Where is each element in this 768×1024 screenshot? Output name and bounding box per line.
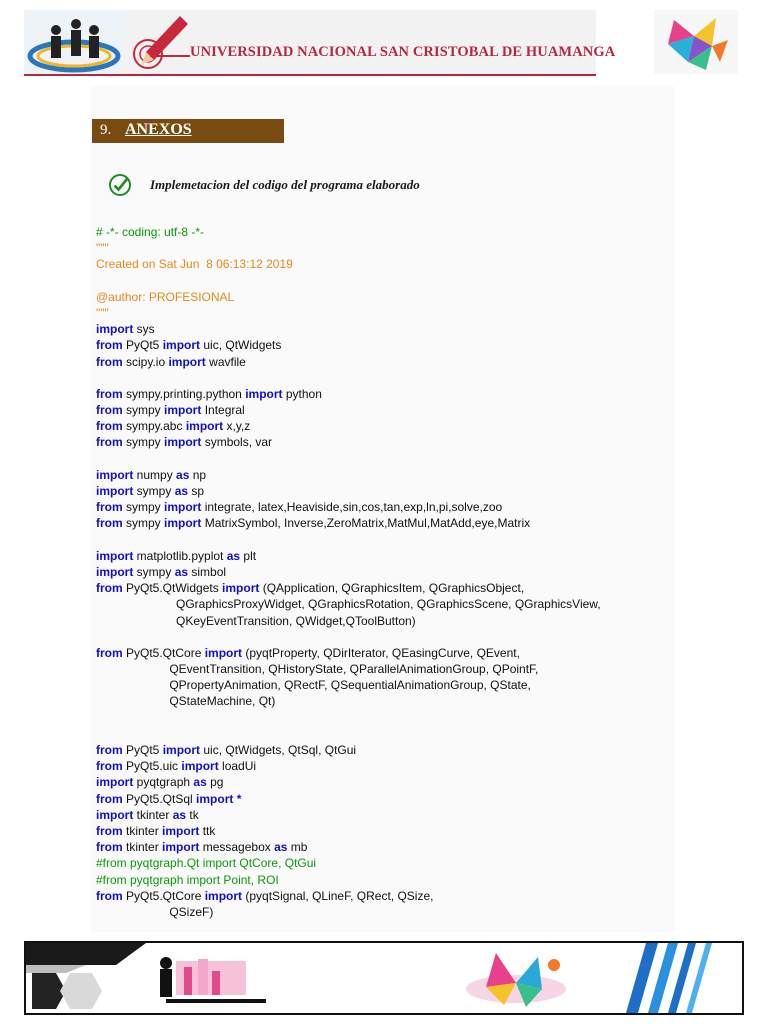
code-keyword: import bbox=[181, 759, 219, 774]
code-line bbox=[96, 370, 666, 386]
code-line bbox=[96, 256, 666, 272]
code-text: symbols, var bbox=[201, 435, 273, 450]
code-line bbox=[96, 580, 666, 596]
code-text: integrate, latex,Heaviside,sin,cos,tan,exp,ln,pi,solve,zoo bbox=[201, 500, 503, 515]
code-keyword: as bbox=[226, 548, 241, 563]
code-keyword: import bbox=[96, 548, 134, 563]
code-text: PyQt5.QtCore bbox=[122, 888, 205, 903]
code-text: Integral bbox=[201, 403, 245, 418]
code-line bbox=[96, 710, 666, 726]
section-heading bbox=[92, 119, 284, 143]
code-keyword: import bbox=[96, 564, 134, 579]
code-string: @author: PROFESIONAL bbox=[96, 289, 235, 304]
code-text: simbol bbox=[188, 564, 227, 579]
code-line bbox=[96, 758, 666, 774]
colorful-splash-graphic bbox=[446, 943, 586, 1013]
code-keyword: import bbox=[245, 386, 283, 401]
code-text: matplotlib.pyplot bbox=[133, 548, 227, 563]
subheading: Implemetacion del codigo del programa elaborado bbox=[150, 177, 420, 192]
pencil-logo-icon bbox=[128, 12, 198, 72]
code-line bbox=[96, 402, 666, 418]
code-text: python bbox=[282, 386, 322, 401]
code-keyword: import bbox=[204, 645, 243, 660]
code-string: Created on Sat Jun 8 06:13:12 2019 bbox=[96, 257, 293, 272]
check-circle-icon bbox=[108, 173, 132, 197]
code-line bbox=[96, 273, 666, 289]
code-text: sympy bbox=[133, 484, 175, 498]
urban-silhouette-graphic bbox=[146, 943, 286, 1013]
code-keyword: from bbox=[96, 759, 123, 774]
code-text: QPropertyAnimation, QRectF, QSequentialAnimationGroup, QState, bbox=[96, 678, 531, 693]
code-keyword: from bbox=[96, 581, 123, 596]
code-text: pg bbox=[206, 775, 224, 790]
blue-stripes-graphic bbox=[586, 943, 742, 1013]
code-keyword: import bbox=[164, 516, 202, 531]
code-line bbox=[96, 451, 666, 467]
code-line bbox=[96, 807, 666, 823]
business-people-globe-graphic bbox=[24, 10, 124, 74]
code-line bbox=[96, 855, 666, 871]
code-text: QGraphicsProxyWidget, QGraphicsRotation, QGraphicsScene, QGraphicsView, bbox=[96, 597, 601, 612]
code-keyword: from bbox=[96, 888, 123, 903]
code-keyword: from bbox=[96, 354, 123, 369]
code-keyword: import bbox=[164, 435, 202, 450]
code-comment: #from pyqtgraph.Qt import QtCore, QtGui bbox=[96, 856, 317, 871]
code-line bbox=[96, 321, 666, 337]
code-line bbox=[96, 726, 666, 742]
code-line bbox=[96, 483, 666, 499]
code-line bbox=[96, 418, 666, 434]
code-text: sp bbox=[188, 484, 205, 498]
colorful-origami-logo bbox=[654, 10, 738, 74]
code-text: messagebox bbox=[199, 840, 275, 855]
university-title: UNIVERSIDAD NACIONAL SAN CRISTOBAL DE HUAMANGA bbox=[190, 44, 616, 60]
code-text: mb bbox=[287, 840, 308, 855]
code-string: """ bbox=[96, 241, 109, 256]
code-text: tk bbox=[186, 807, 199, 822]
code-text: (QApplication, QGraphicsItem, QGraphicsObject, bbox=[259, 581, 525, 596]
code-line bbox=[96, 645, 666, 661]
code-line bbox=[96, 629, 666, 645]
code-line bbox=[96, 774, 666, 790]
code-string: """ bbox=[96, 305, 109, 320]
code-comment: # -*- coding: utf-8 -*- bbox=[96, 225, 205, 239]
code-line bbox=[96, 823, 666, 839]
code-text: sympy.abc bbox=[122, 419, 186, 434]
code-block bbox=[96, 224, 666, 920]
code-text: np bbox=[189, 467, 207, 482]
code-text: (pyqtProperty, QDirIterator, QEasingCurve, QEvent, bbox=[242, 645, 520, 660]
code-keyword: from bbox=[96, 791, 123, 806]
code-keyword: as bbox=[174, 484, 189, 498]
code-text: loadUi bbox=[218, 759, 257, 774]
code-line bbox=[96, 872, 666, 888]
code-keyword: from bbox=[96, 645, 123, 660]
code-text: sympy bbox=[122, 516, 165, 531]
code-text: wavfile bbox=[205, 354, 246, 369]
code-keyword: from bbox=[96, 338, 123, 353]
code-line bbox=[96, 904, 666, 920]
code-line bbox=[96, 532, 666, 548]
code-keyword: import bbox=[96, 484, 134, 498]
code-line bbox=[96, 596, 666, 612]
code-keyword: import bbox=[96, 775, 134, 790]
code-keyword: import bbox=[162, 823, 200, 838]
code-keyword: import bbox=[164, 500, 202, 515]
code-line bbox=[96, 289, 666, 305]
code-text: PyQt5.uic bbox=[122, 759, 182, 774]
code-keyword: import bbox=[168, 354, 206, 369]
code-line bbox=[96, 791, 666, 807]
code-keyword: from bbox=[96, 403, 123, 418]
code-text: sys bbox=[133, 322, 155, 337]
code-text: x,y,z bbox=[223, 419, 251, 434]
code-text: tkinter bbox=[133, 807, 173, 822]
code-text: QEventTransition, QHistoryState, QParallelAnimationGroup, QPointF, bbox=[96, 662, 539, 677]
code-line bbox=[96, 515, 666, 531]
code-keyword: import bbox=[196, 791, 234, 806]
code-keyword: import bbox=[222, 581, 260, 596]
page-footer bbox=[24, 941, 744, 1015]
code-text: scipy.io bbox=[122, 354, 169, 369]
section-title: ANEXOS bbox=[125, 121, 192, 138]
code-text: uic, QtWidgets bbox=[200, 338, 282, 353]
code-line bbox=[96, 337, 666, 353]
code-line bbox=[96, 888, 666, 904]
code-text: uic, QtWidgets, QtSql, QtGui bbox=[200, 743, 357, 757]
code-comment: #from pyqtgraph import Point, ROI bbox=[96, 872, 279, 887]
hexagon-pattern-graphic bbox=[26, 943, 146, 1013]
code-line bbox=[96, 677, 666, 693]
code-keyword: import bbox=[164, 403, 202, 418]
code-text: PyQt5 bbox=[122, 338, 163, 353]
code-text: QKeyEventTransition, QWidget,QToolButton) bbox=[96, 613, 416, 628]
code-line bbox=[96, 434, 666, 450]
code-text: sympy bbox=[122, 435, 165, 450]
code-line bbox=[96, 613, 666, 629]
code-line bbox=[96, 354, 666, 370]
code-keyword: import bbox=[185, 419, 224, 434]
code-keyword: import bbox=[162, 338, 201, 353]
code-line bbox=[96, 693, 666, 709]
code-keyword: as bbox=[193, 775, 207, 790]
code-keyword: from bbox=[96, 435, 123, 450]
code-text: (pyqtSignal, QLineF, QRect, QSize, bbox=[242, 888, 434, 903]
code-line bbox=[96, 564, 666, 580]
code-keyword: from bbox=[96, 743, 123, 757]
code-text: sympy.printing.python bbox=[122, 386, 246, 401]
code-keyword: from bbox=[96, 823, 123, 838]
section-number: 9. bbox=[100, 122, 112, 138]
code-text: QStateMachine, Qt) bbox=[96, 694, 276, 709]
code-line bbox=[96, 305, 666, 321]
code-line bbox=[96, 386, 666, 402]
code-text: tkinter bbox=[122, 840, 163, 855]
page-header bbox=[24, 10, 616, 76]
code-text: sympy bbox=[122, 403, 165, 418]
code-text: MatrixSymbol, Inverse,ZeroMatrix,MatMul,MatAdd,eye,Matrix bbox=[201, 516, 531, 531]
code-keyword: as bbox=[176, 467, 190, 482]
code-line bbox=[96, 499, 666, 515]
code-line bbox=[96, 839, 666, 855]
code-line bbox=[96, 467, 666, 483]
code-text: numpy bbox=[133, 467, 177, 482]
code-text: PyQt5.QtCore bbox=[122, 645, 205, 660]
code-line bbox=[96, 742, 666, 758]
code-keyword: from bbox=[96, 840, 123, 855]
code-keyword: import bbox=[96, 807, 134, 822]
code-text: plt bbox=[240, 548, 257, 563]
code-keyword: import bbox=[162, 743, 201, 757]
code-line bbox=[96, 661, 666, 677]
code-keyword: as bbox=[172, 807, 187, 822]
code-line bbox=[96, 224, 666, 240]
code-keyword: from bbox=[96, 516, 123, 531]
code-line bbox=[96, 548, 666, 564]
code-keyword: import bbox=[96, 467, 134, 482]
code-text: tkinter bbox=[122, 823, 163, 838]
code-text: pyqtgraph bbox=[133, 775, 194, 790]
code-keyword: import bbox=[204, 888, 243, 903]
code-text: PyQt5.QtWidgets bbox=[122, 581, 223, 596]
code-text: PyQt5 bbox=[122, 743, 163, 757]
code-keyword: import bbox=[96, 322, 134, 337]
code-line bbox=[96, 240, 666, 256]
code-keyword: as bbox=[274, 840, 288, 855]
code-text: ttk bbox=[199, 823, 216, 838]
code-text: QSizeF) bbox=[96, 904, 214, 919]
code-text: sympy bbox=[133, 564, 175, 579]
code-text: sympy bbox=[122, 500, 165, 515]
code-keyword: from bbox=[96, 419, 123, 434]
code-keyword: * bbox=[233, 791, 242, 806]
code-keyword: as bbox=[174, 564, 189, 579]
code-text: PyQt5.QtSql bbox=[122, 791, 197, 806]
code-keyword: from bbox=[96, 500, 123, 515]
code-keyword: from bbox=[96, 386, 123, 401]
code-keyword: import bbox=[162, 840, 200, 855]
